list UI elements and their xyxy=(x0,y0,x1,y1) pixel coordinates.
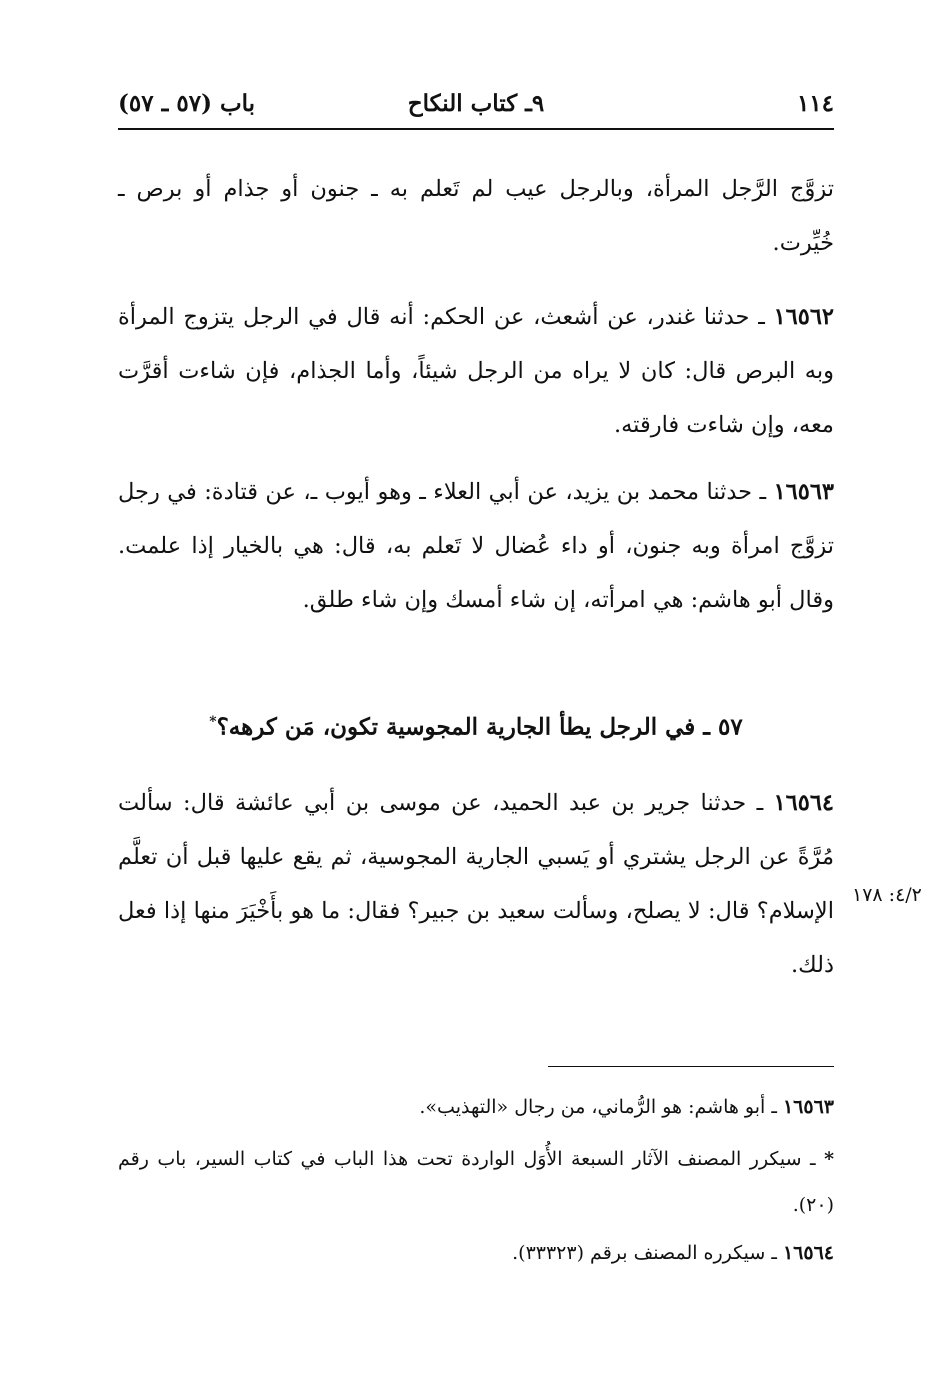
chapter-heading-marker: * xyxy=(209,714,217,730)
chapter-range: باب (٥٧ ـ ٥٧) xyxy=(118,90,256,117)
footnote-text: ـ أبو هاشم: هو الرُّماني، من رجال «التهذيب». xyxy=(419,1096,783,1118)
narration-text: ـ حدثنا جرير بن عبد الحميد، عن موسى بن أبي عائشة قال: سألت مُرَّةً عن الرجل يشتري أو يَسبي الجارية المجوسية، ثم يقع عليها قبل أن تعلَّم الإسلام؟ قال: لا يصلح، وسألت سعيد بن جبير؟ فقال: ما هو بأَخْيَرَ منها إذا فعل ذلك. xyxy=(118,790,834,978)
book-title: ٩ـ كتاب النكاح xyxy=(407,90,545,117)
page-number: ١١٤ xyxy=(796,90,834,117)
narration-16562 xyxy=(118,290,834,452)
footnote-chapter xyxy=(118,1136,834,1228)
footnote-text: ـ سيكرره المصنف برقم (٣٣٣٢٣). xyxy=(512,1242,783,1264)
narration-text: ـ حدثنا محمد بن يزيد، عن أبي العلاء ـ وهو أيوب ـ، عن قتادة: في رجل تزوَّج امرأة وبه جنون، أو داء عُضال لا تَعلم به، قال: هي بالخيار إذا علمت. وقال أبو هاشم: هي امرأته، إن شاء أمسك وإن شاء طلق. xyxy=(118,479,834,613)
footnote-number: ١٦٥٦٣ xyxy=(782,1096,834,1118)
chapter-heading-text: ٥٧ ـ في الرجل يطأ الجارية المجوسية تكون، مَن كرهه؟ xyxy=(216,713,743,741)
chapter-heading xyxy=(118,700,834,750)
narration-number: ١٦٥٦٣ xyxy=(773,479,834,505)
footnote-number: * xyxy=(824,1148,834,1170)
paragraph-continuation xyxy=(118,162,834,270)
page-header xyxy=(118,84,834,126)
narration-number: ١٦٥٦٤ xyxy=(773,790,834,816)
narration-number: ١٦٥٦٢ xyxy=(773,304,834,330)
narration-16563 xyxy=(118,465,834,627)
margin-reference: ٤/٢: ١٧٨ xyxy=(852,884,922,906)
narration-text: ـ حدثنا غندر، عن أشعث، عن الحكم: أنه قال في الرجل يتزوج المرأة وبه البرص قال: كان لا يراه من الرجل شيئاً، وأما الجذام، فإن شاءت أقرَّت معه، وإن شاءت فارقته. xyxy=(118,304,834,438)
footnote-text: ـ سيكرر المصنف الآثار السبعة الأُوَل الواردة تحت هذا الباب في كتاب السير، باب رقم (٢٠). xyxy=(118,1148,834,1216)
footnote-16564 xyxy=(118,1230,834,1276)
header-rule xyxy=(118,128,834,130)
paragraph-text: تزوَّج الرَّجل المرأة، وبالرجل عيب لم تَعلم به ـ جنون أو جذام أو برص ـ خُيِّرت. xyxy=(118,176,834,256)
footnote-separator xyxy=(548,1066,834,1067)
footnote-number: ١٦٥٦٤ xyxy=(782,1242,834,1264)
narration-16564 xyxy=(118,776,834,992)
footnote-16563 xyxy=(118,1084,834,1130)
